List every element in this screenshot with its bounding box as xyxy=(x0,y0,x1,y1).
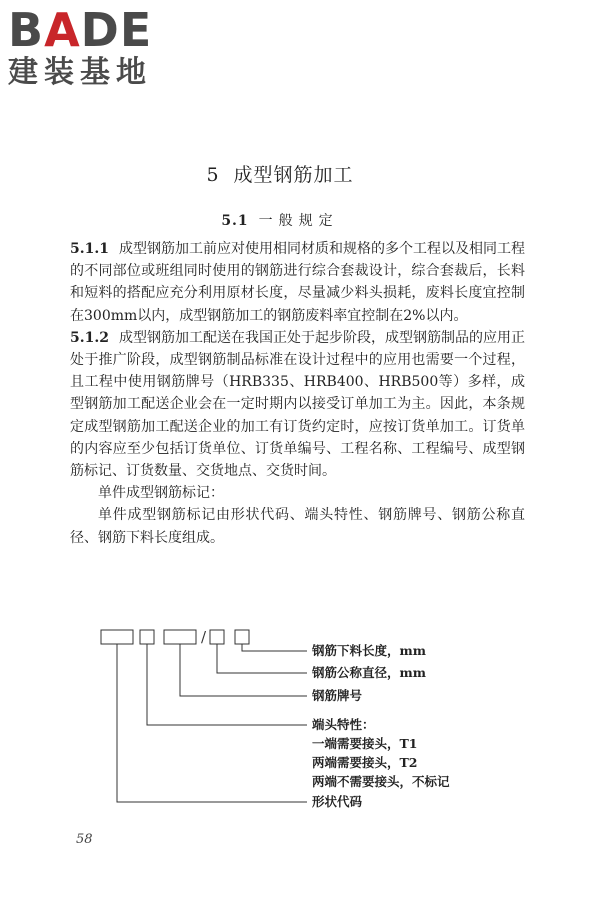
bade-logo xyxy=(8,3,183,90)
label-end-feature-title: 端头特性： xyxy=(312,717,375,732)
diameter-leader xyxy=(217,644,307,673)
slash-separator: / xyxy=(201,628,207,646)
logo-letter-b: B xyxy=(8,3,45,57)
chapter-number: 5 xyxy=(206,164,220,186)
section-name: 一般规定 xyxy=(258,213,339,229)
label-cut-length: 钢筋下料长度，mm xyxy=(312,643,426,658)
shape-code-leader xyxy=(117,644,307,802)
label-steel-grade: 钢筋牌号 xyxy=(312,688,363,703)
clause-text: 成型钢筋加工前应对使用相同材质和规格的多个工程以及相同工程的不同部位或班组同时使用的钢筋进行综合套裁设计，综合套裁后，长料和短料的搭配应充分利用原材长度，尽量减少料头损耗，废料长度宜控制在300mm以内，成型钢筋加工的钢筋废料率宜控制在2%以内。 xyxy=(70,241,525,324)
marking-diagram xyxy=(0,620,600,820)
grade-leader xyxy=(180,644,307,696)
shape-code-box xyxy=(101,630,133,644)
marking-diagram-lines xyxy=(0,620,600,820)
end-feature-leader xyxy=(147,644,307,725)
label-end-two: 两端需要接头，T2 xyxy=(312,755,418,770)
logo-chinese-name: 建装基地 xyxy=(8,55,152,90)
section-number: 5.1 xyxy=(221,213,249,229)
label-nominal-diameter: 钢筋公称直径，mm xyxy=(312,665,426,680)
grade-box xyxy=(164,630,196,644)
chapter-title xyxy=(0,160,560,187)
length-box xyxy=(235,630,249,644)
label-end-none: 两端不需要接头，不标记 xyxy=(312,774,450,789)
clause-5-1-1 xyxy=(70,238,525,327)
label-end-one: 一端需要接头，T1 xyxy=(312,736,418,751)
length-leader xyxy=(242,644,307,651)
clause-text: 成型钢筋加工配送在我国正处于起步阶段，成型钢筋制品的应用正处于推广阶段，成型钢筋制品标准在设计过程中的应用也需要一个过程，且工程中使用钢筋牌号（HRB335、HRB400、HRB500等）多样，成型钢筋加工配送企业会在一定时期内以接受订单加工为主。因此，本条规定成型钢筋加工配送企业的加工有订货约定时，应按订货单加工。订货单的内容应至少包括订货单位、订货单编号、工程名称、工程编号、成型钢筋标记、订货数量、交货地点、交货时间。 xyxy=(70,329,525,480)
clause-5-1-2 xyxy=(70,327,525,482)
logo-wordmark xyxy=(8,3,183,57)
clause-number: 5.1.1 xyxy=(70,241,109,257)
body-text xyxy=(70,238,525,549)
logo-letter-a: A xyxy=(44,3,81,57)
end-feature-box xyxy=(140,630,154,644)
logo-letter-e: E xyxy=(119,3,153,57)
clause-number: 5.1.2 xyxy=(70,329,109,346)
logo-letter-d: D xyxy=(80,3,120,57)
label-shape-code: 形状代码 xyxy=(312,794,363,809)
chapter-name: 成型钢筋加工 xyxy=(233,164,354,186)
marking-description: 单件成型钢筋标记由形状代码、端头特性、钢筋牌号、钢筋公称直径、钢筋下料长度组成。 xyxy=(70,507,525,546)
diameter-box xyxy=(210,630,224,644)
section-title xyxy=(0,210,560,230)
page-number: 58 xyxy=(76,832,93,847)
marking-intro: 单件成型钢筋标记： xyxy=(98,485,224,502)
